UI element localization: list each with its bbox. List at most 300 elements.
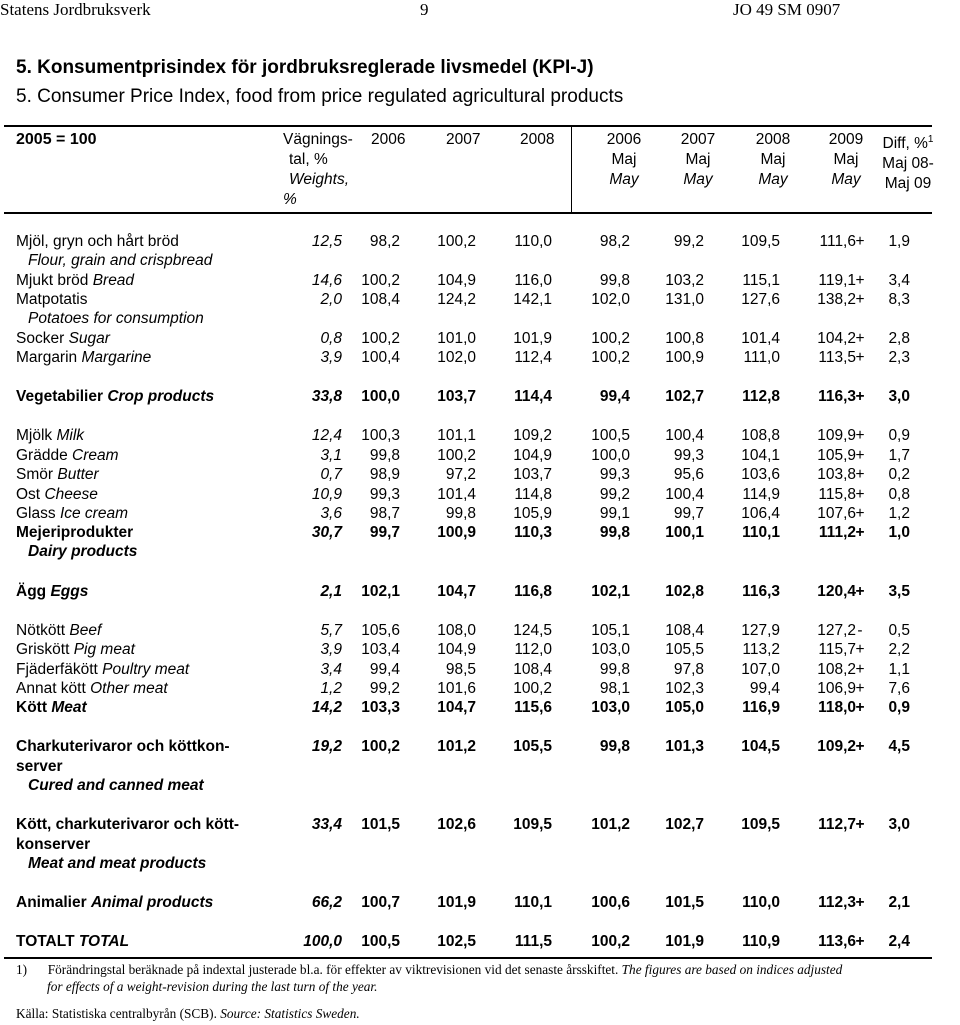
value-cell: 111,2 bbox=[818, 524, 856, 541]
table-row bbox=[0, 933, 960, 953]
table-row bbox=[0, 583, 960, 603]
value-cell: 106,4 bbox=[741, 505, 780, 522]
diff-sign: + bbox=[855, 816, 865, 833]
value-cell: 115,6 bbox=[514, 699, 552, 716]
value-cell: 101,9 bbox=[437, 894, 476, 911]
value-cell: 108,4 bbox=[361, 291, 400, 308]
footnote-text-english: The figures are based on indices adjusted bbox=[621, 962, 843, 977]
value-cell: 112,8 bbox=[742, 388, 780, 405]
table-row bbox=[0, 505, 960, 525]
weight-cell: 100,0 bbox=[303, 933, 342, 950]
value-cell: 102,8 bbox=[665, 583, 704, 600]
diff-cell: 0,2 bbox=[888, 466, 910, 483]
diff-sign: + bbox=[855, 388, 865, 405]
value-cell: 112,3 bbox=[818, 894, 856, 911]
row-label-swedish: Matpotatis bbox=[16, 291, 88, 308]
row-label-swedish: Mjukt bröd bbox=[16, 272, 89, 289]
diff-sign: + bbox=[855, 272, 865, 289]
value-cell: 99,8 bbox=[445, 505, 476, 522]
value-cell: 99,4 bbox=[369, 661, 400, 678]
table-row bbox=[0, 291, 960, 311]
diff-sign: + bbox=[855, 894, 865, 911]
value-cell: 127,6 bbox=[741, 291, 780, 308]
value-cell: 113,5 bbox=[818, 349, 856, 366]
value-cell: 114,8 bbox=[514, 486, 552, 503]
weight-cell: 3,6 bbox=[320, 505, 342, 522]
value-cell: 102,6 bbox=[437, 816, 476, 833]
diff-sign: + bbox=[855, 330, 865, 347]
value-cell: 100,2 bbox=[437, 233, 476, 250]
page-number: 9 bbox=[420, 0, 429, 19]
row-label bbox=[16, 349, 151, 367]
value-cell: 100,4 bbox=[665, 486, 704, 503]
weight-cell: 3,9 bbox=[320, 641, 342, 658]
value-cell: 109,5 bbox=[741, 233, 780, 250]
weight-cell: 14,6 bbox=[311, 272, 342, 289]
diff-sign: + bbox=[855, 486, 865, 503]
value-cell: 99,3 bbox=[673, 447, 704, 464]
table-row bbox=[0, 641, 960, 661]
footnote-1 bbox=[16, 962, 842, 978]
value-cell: 131,0 bbox=[665, 291, 704, 308]
diff-sign: + bbox=[855, 661, 865, 678]
value-cell: 95,6 bbox=[673, 466, 704, 483]
year-header: 2007 bbox=[446, 131, 481, 148]
value-cell: 101,2 bbox=[437, 738, 476, 755]
row-label-swedish: Ägg bbox=[16, 583, 47, 600]
row-label-continuation: server bbox=[16, 758, 63, 775]
diff-sign: - bbox=[857, 622, 863, 639]
row-label-english: Crop products bbox=[107, 388, 215, 405]
value-cell: 116,9 bbox=[742, 699, 780, 716]
row-label-swedish: Kött bbox=[16, 699, 47, 716]
diff-sign: + bbox=[855, 447, 865, 464]
value-cell: 111,6 bbox=[819, 233, 856, 250]
diff-cell: 0,5 bbox=[888, 622, 910, 639]
value-cell: 101,5 bbox=[665, 894, 704, 911]
row-label-english: Dairy products bbox=[28, 543, 138, 560]
value-cell: 100,1 bbox=[665, 524, 704, 541]
row-label bbox=[16, 388, 214, 406]
row-label-english: Poultry meat bbox=[102, 661, 190, 678]
table-row bbox=[0, 486, 960, 506]
value-cell: 108,8 bbox=[741, 427, 780, 444]
may-sv: Maj bbox=[833, 151, 859, 168]
value-cell: 99,3 bbox=[599, 466, 630, 483]
value-cell: 107,6 bbox=[817, 505, 856, 522]
table-row bbox=[0, 699, 960, 719]
weight-cell: 0,7 bbox=[320, 466, 342, 483]
value-cell: 110,1 bbox=[742, 524, 780, 541]
row-label-swedish: Griskött bbox=[16, 641, 70, 658]
row-label-swedish: Nötkött bbox=[16, 622, 66, 639]
value-cell: 101,3 bbox=[665, 738, 704, 755]
row-label bbox=[16, 447, 119, 465]
value-cell: 99,1 bbox=[599, 505, 630, 522]
value-cell: 101,9 bbox=[513, 330, 552, 347]
weight-cell: 33,4 bbox=[311, 816, 342, 833]
row-label bbox=[16, 661, 189, 679]
value-cell: 112,4 bbox=[514, 349, 552, 366]
row-label-english: Sugar bbox=[68, 330, 110, 347]
diff-header-line: Maj 09 bbox=[884, 175, 932, 193]
value-cell: 105,5 bbox=[665, 641, 704, 658]
value-cell: 100,8 bbox=[665, 330, 704, 347]
value-cell: 99,7 bbox=[369, 524, 400, 541]
row-label bbox=[16, 641, 135, 659]
weights-header-line: tal, % bbox=[289, 151, 328, 168]
weight-cell: 12,4 bbox=[311, 427, 342, 444]
table-row bbox=[0, 738, 960, 758]
value-cell: 124,2 bbox=[437, 291, 476, 308]
diff-sign: + bbox=[855, 291, 865, 308]
value-cell: 102,1 bbox=[361, 583, 400, 600]
weight-cell: 12,5 bbox=[311, 233, 342, 250]
row-label-english: Milk bbox=[56, 427, 85, 444]
value-cell: 119,1 bbox=[818, 272, 856, 289]
value-cell: 105,0 bbox=[665, 699, 704, 716]
table-row bbox=[0, 524, 960, 544]
weight-cell: 3,4 bbox=[320, 661, 342, 678]
diff-cell: 4,5 bbox=[888, 738, 910, 755]
may-year: 2008 bbox=[755, 131, 791, 148]
value-cell: 101,1 bbox=[437, 427, 476, 444]
value-cell: 101,4 bbox=[437, 486, 476, 503]
value-cell: 102,0 bbox=[591, 291, 630, 308]
value-cell: 103,4 bbox=[361, 641, 400, 658]
source-swedish: Källa: Statistiska centralbyrån (SCB). bbox=[16, 1006, 217, 1021]
row-label-english: Other meat bbox=[90, 680, 168, 697]
value-cell: 109,2 bbox=[513, 427, 552, 444]
table-bottom-rule bbox=[4, 957, 932, 959]
value-cell: 101,0 bbox=[437, 330, 476, 347]
may-en: May bbox=[758, 171, 788, 188]
value-cell: 104,1 bbox=[741, 447, 780, 464]
diff-sign: + bbox=[855, 349, 865, 366]
value-cell: 115,8 bbox=[818, 486, 856, 503]
value-cell: 100,0 bbox=[361, 388, 400, 405]
diff-cell: 0,8 bbox=[888, 486, 910, 503]
may-header bbox=[596, 130, 652, 190]
value-cell: 101,9 bbox=[665, 933, 704, 950]
value-cell: 110,3 bbox=[514, 524, 552, 541]
diff-header bbox=[866, 130, 950, 194]
year-header: 2008 bbox=[520, 131, 555, 148]
value-cell: 98,7 bbox=[369, 505, 400, 522]
diff-cell: 3,4 bbox=[888, 272, 910, 289]
row-label-english: Bread bbox=[92, 272, 135, 289]
value-cell: 97,8 bbox=[673, 661, 704, 678]
value-cell: 98,1 bbox=[599, 680, 630, 697]
value-cell: 104,5 bbox=[741, 738, 780, 755]
diff-cell: 1,9 bbox=[888, 233, 910, 250]
value-cell: 114,4 bbox=[514, 388, 552, 405]
value-cell: 105,1 bbox=[591, 622, 630, 639]
value-cell: 100,2 bbox=[591, 349, 630, 366]
weights-header bbox=[283, 130, 353, 210]
value-cell: 108,4 bbox=[513, 661, 552, 678]
table-row bbox=[0, 466, 960, 486]
may-year: 2009 bbox=[828, 131, 864, 148]
weights-header-line: Vägnings- bbox=[283, 131, 353, 148]
table-title-english: 5. Consumer Price Index, food from price regulated agricultural products bbox=[16, 86, 624, 107]
diff-cell: 7,6 bbox=[888, 680, 910, 697]
row-label-swedish: Smör bbox=[16, 466, 54, 483]
diff-cell: 2,1 bbox=[888, 894, 910, 911]
value-cell: 104,7 bbox=[437, 699, 476, 716]
value-cell: 118,0 bbox=[818, 699, 856, 716]
table-row bbox=[0, 680, 960, 700]
value-cell: 103,7 bbox=[513, 466, 552, 483]
diff-cell: 3,5 bbox=[888, 583, 910, 600]
value-cell: 99,3 bbox=[369, 486, 400, 503]
weight-cell: 14,2 bbox=[311, 699, 342, 716]
value-cell: 99,2 bbox=[369, 680, 400, 697]
footnote-continuation: for effects of a weight-revision during the last turn of the year. bbox=[47, 979, 378, 994]
base-year-label: 2005 = 100 bbox=[16, 131, 97, 148]
value-cell: 116,8 bbox=[514, 583, 552, 600]
value-cell: 127,9 bbox=[741, 622, 780, 639]
weight-cell: 3,1 bbox=[320, 447, 342, 464]
value-cell: 99,8 bbox=[369, 447, 400, 464]
weight-cell: 66,2 bbox=[311, 894, 342, 911]
value-cell: 101,2 bbox=[591, 816, 630, 833]
row-label bbox=[16, 291, 88, 309]
value-cell: 110,1 bbox=[514, 894, 552, 911]
row-label-english: Flour, grain and crispbread bbox=[28, 252, 213, 269]
row-label-english: Animal products bbox=[90, 894, 214, 911]
source-note bbox=[16, 1006, 360, 1022]
table-row bbox=[0, 447, 960, 467]
value-cell: 100,4 bbox=[665, 427, 704, 444]
value-cell: 99,7 bbox=[673, 505, 704, 522]
value-cell: 104,7 bbox=[437, 583, 476, 600]
diff-sign: + bbox=[855, 505, 865, 522]
value-cell: 100,2 bbox=[513, 680, 552, 697]
value-cell: 100,9 bbox=[437, 524, 476, 541]
value-cell: 100,5 bbox=[591, 427, 630, 444]
weight-cell: 33,8 bbox=[311, 388, 342, 405]
row-label-english: Meat and meat products bbox=[28, 855, 207, 872]
value-cell: 105,9 bbox=[513, 505, 552, 522]
diff-sign: + bbox=[855, 427, 865, 444]
may-year: 2006 bbox=[606, 131, 642, 148]
value-cell: 105,5 bbox=[513, 738, 552, 755]
value-cell: 124,5 bbox=[513, 622, 552, 639]
table-row bbox=[0, 233, 960, 253]
row-label-english: TOTAL bbox=[78, 933, 130, 950]
row-label bbox=[16, 933, 129, 951]
may-header bbox=[745, 130, 801, 190]
row-label-english: Butter bbox=[57, 466, 99, 483]
may-sv: Maj bbox=[685, 151, 711, 168]
value-cell: 108,0 bbox=[437, 622, 476, 639]
value-cell: 98,9 bbox=[369, 466, 400, 483]
value-cell: 102,1 bbox=[591, 583, 630, 600]
footnote-ref: 1 bbox=[927, 134, 934, 145]
row-label-swedish: Ost bbox=[16, 486, 41, 503]
value-cell: 112,0 bbox=[514, 641, 552, 658]
table-row bbox=[0, 330, 960, 350]
weights-header-line: Weights, bbox=[289, 171, 350, 188]
page-header-left: Statens Jordbruksverk bbox=[0, 0, 151, 19]
diff-sign: + bbox=[855, 466, 865, 483]
diff-cell: 1,2 bbox=[888, 505, 910, 522]
page-header-right: JO 49 SM 0907 bbox=[733, 0, 841, 19]
value-cell: 113,2 bbox=[742, 641, 780, 658]
value-cell: 110,0 bbox=[742, 894, 780, 911]
source-english: Source: Statistics Sweden. bbox=[220, 1006, 360, 1021]
diff-cell: 3,0 bbox=[888, 816, 910, 833]
row-label-swedish: Animalier bbox=[16, 894, 87, 911]
table-header-rule bbox=[4, 212, 932, 214]
value-cell: 109,9 bbox=[817, 427, 856, 444]
row-label bbox=[16, 738, 230, 756]
weight-cell: 30,7 bbox=[311, 524, 342, 541]
value-cell: 100,2 bbox=[361, 738, 400, 755]
value-cell: 102,3 bbox=[665, 680, 704, 697]
value-cell: 109,2 bbox=[817, 738, 856, 755]
column-divider bbox=[571, 126, 572, 212]
weight-cell: 1,2 bbox=[320, 680, 342, 697]
value-cell: 116,3 bbox=[818, 388, 856, 405]
diff-cell: 8,3 bbox=[888, 291, 910, 308]
row-label-english: Potatoes for consumption bbox=[28, 310, 204, 327]
table-title-swedish: 5. Konsumentprisindex för jordbruksreglerade livsmedel (KPI-J) bbox=[16, 57, 594, 78]
weights-header-line: % bbox=[283, 191, 297, 208]
value-cell: 100,2 bbox=[361, 272, 400, 289]
value-cell: 120,4 bbox=[817, 583, 856, 600]
value-cell: 108,4 bbox=[665, 622, 704, 639]
diff-header-line: Maj 08- bbox=[882, 155, 934, 173]
value-cell: 100,2 bbox=[437, 447, 476, 464]
row-label-english: Meat bbox=[51, 699, 87, 716]
row-label bbox=[16, 466, 99, 484]
value-cell: 100,4 bbox=[361, 349, 400, 366]
value-cell: 98,5 bbox=[445, 661, 476, 678]
value-cell: 104,9 bbox=[437, 272, 476, 289]
value-cell: 109,5 bbox=[741, 816, 780, 833]
row-label bbox=[16, 894, 213, 912]
value-cell: 99,4 bbox=[749, 680, 780, 697]
diff-cell: 1,1 bbox=[888, 661, 910, 678]
diff-sign: + bbox=[855, 680, 865, 697]
value-cell: 99,4 bbox=[599, 388, 630, 405]
table-row bbox=[0, 272, 960, 292]
may-en: May bbox=[683, 171, 713, 188]
row-label bbox=[16, 505, 128, 523]
value-cell: 97,2 bbox=[445, 466, 476, 483]
row-label-english: Beef bbox=[69, 622, 102, 639]
row-label bbox=[16, 680, 168, 698]
row-label-swedish: Vegetabilier bbox=[16, 388, 104, 405]
value-cell: 100,2 bbox=[591, 933, 630, 950]
value-cell: 99,8 bbox=[599, 524, 630, 541]
value-cell: 105,6 bbox=[361, 622, 400, 639]
value-cell: 101,4 bbox=[741, 330, 780, 347]
row-label bbox=[16, 330, 110, 348]
value-cell: 104,9 bbox=[513, 447, 552, 464]
value-cell: 98,2 bbox=[369, 233, 400, 250]
value-cell: 115,1 bbox=[742, 272, 780, 289]
row-label bbox=[16, 524, 133, 542]
value-cell: 104,2 bbox=[817, 330, 856, 347]
row-label-english: Ice cream bbox=[59, 505, 128, 522]
row-label bbox=[16, 486, 98, 504]
row-label-swedish: Mejeriprodukter bbox=[16, 524, 134, 541]
diff-sign: + bbox=[855, 641, 865, 658]
value-cell: 103,0 bbox=[591, 699, 630, 716]
table-row bbox=[0, 816, 960, 836]
value-cell: 100,2 bbox=[591, 330, 630, 347]
diff-sign: + bbox=[855, 233, 865, 250]
value-cell: 100,2 bbox=[361, 330, 400, 347]
value-cell: 116,0 bbox=[514, 272, 552, 289]
row-label bbox=[16, 233, 179, 251]
row-label-swedish: Mjölk bbox=[16, 427, 53, 444]
may-sv: Maj bbox=[611, 151, 637, 168]
row-label-english: Cheese bbox=[44, 486, 98, 503]
value-cell: 114,9 bbox=[742, 486, 780, 503]
weight-cell: 0,8 bbox=[320, 330, 342, 347]
value-cell: 112,7 bbox=[818, 816, 856, 833]
diff-cell: 2,4 bbox=[888, 933, 910, 950]
row-label-swedish: Grädde bbox=[16, 447, 68, 464]
footnote-text-swedish: Förändringstal beräknade på indextal justerade bl.a. för effekter av viktrevisionen vid det senaste årsskiftet. bbox=[47, 962, 619, 977]
row-label-swedish: Kött, charkuterivaror och kött- bbox=[16, 816, 240, 833]
value-cell: 111,5 bbox=[514, 933, 552, 950]
value-cell: 100,3 bbox=[361, 427, 400, 444]
value-cell: 116,3 bbox=[742, 583, 780, 600]
year-header: 2006 bbox=[371, 131, 406, 148]
value-cell: 102,7 bbox=[665, 816, 704, 833]
diff-cell: 0,9 bbox=[888, 699, 910, 716]
diff-sign: + bbox=[855, 524, 865, 541]
value-cell: 104,9 bbox=[437, 641, 476, 658]
table-row bbox=[0, 388, 960, 408]
value-cell: 99,2 bbox=[599, 486, 630, 503]
diff-cell: 2,8 bbox=[888, 330, 910, 347]
row-label bbox=[16, 622, 101, 640]
may-year: 2007 bbox=[680, 131, 716, 148]
row-label-swedish: Margarin bbox=[16, 349, 78, 366]
value-cell: 103,3 bbox=[361, 699, 400, 716]
value-cell: 103,6 bbox=[741, 466, 780, 483]
table-row bbox=[0, 349, 960, 369]
row-label bbox=[16, 699, 87, 717]
value-cell: 127,2 bbox=[817, 622, 856, 639]
may-en: May bbox=[609, 171, 639, 188]
value-cell: 100,6 bbox=[591, 894, 630, 911]
row-label-swedish: Mjöl, gryn och hårt bröd bbox=[16, 233, 179, 250]
row-label-english: Cured and canned meat bbox=[28, 777, 204, 794]
row-label-english: Pig meat bbox=[73, 641, 135, 658]
value-cell: 103,0 bbox=[591, 641, 630, 658]
table-row bbox=[0, 661, 960, 681]
row-label-swedish: Charkuterivaror och köttkon- bbox=[16, 738, 230, 755]
value-cell: 106,9 bbox=[817, 680, 856, 697]
row-label-swedish: Glass bbox=[16, 505, 56, 522]
value-cell: 99,8 bbox=[599, 661, 630, 678]
row-label-swedish: Fjäderfäkött bbox=[16, 661, 98, 678]
table-top-rule bbox=[4, 125, 932, 127]
value-cell: 103,7 bbox=[437, 388, 476, 405]
diff-sign: + bbox=[855, 738, 865, 755]
diff-cell: 2,2 bbox=[888, 641, 910, 658]
diff-header-label: Diff, % bbox=[882, 135, 928, 153]
weight-cell: 3,9 bbox=[320, 349, 342, 366]
may-en: May bbox=[831, 171, 861, 188]
